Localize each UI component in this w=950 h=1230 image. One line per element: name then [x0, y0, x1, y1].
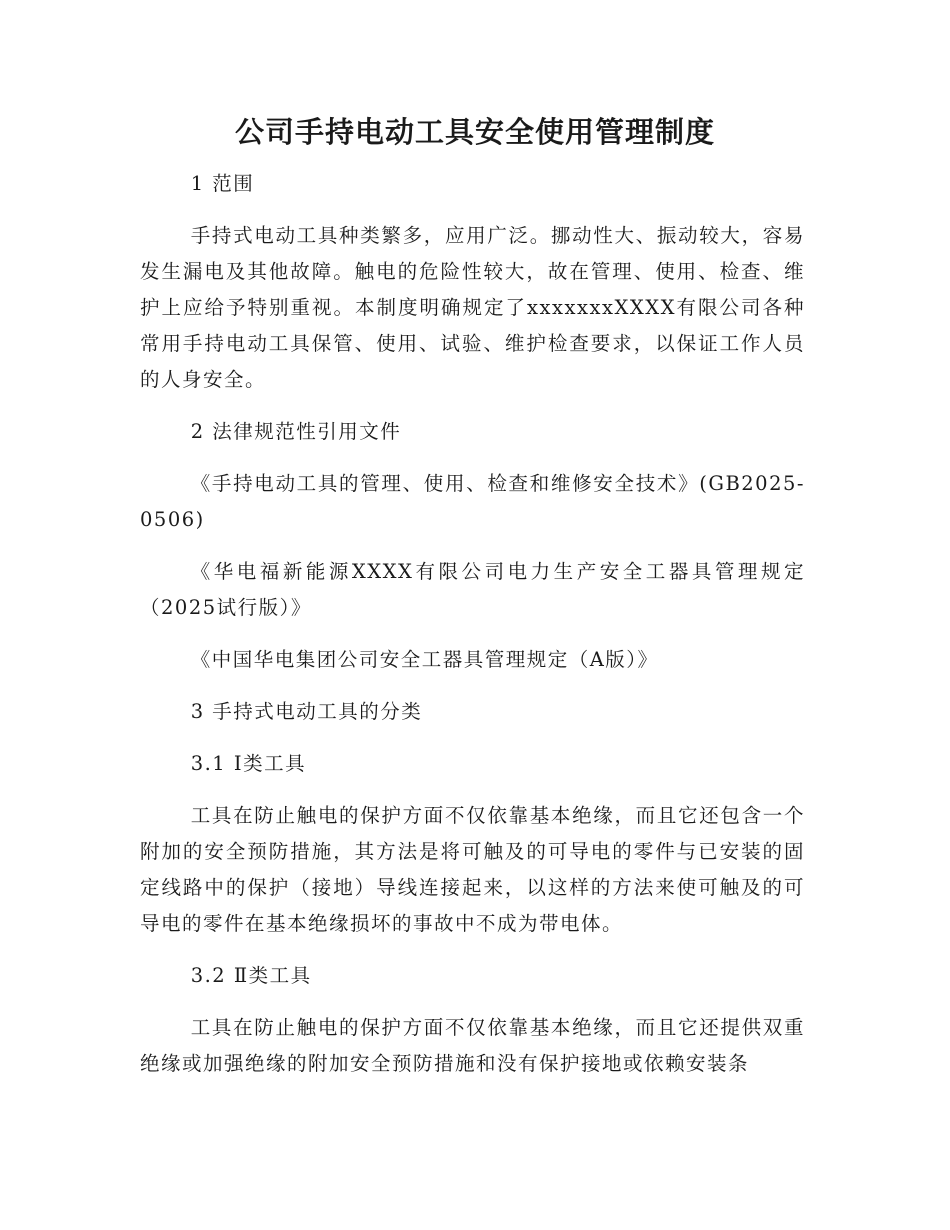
subsection-heading-class-1: 3.1 Ⅰ类工具: [190, 752, 307, 775]
reference-item: 《手持电动工具的管理、使用、检查和维修安全技术》(GB2025-0506): [140, 472, 805, 531]
paragraph-class-1: 工具在防止触电的保护方面不仅依靠基本绝缘，而且它还包含一个附加的安全预防措施，其方法是将可触及的可导电的零件与已安装的固定线路中的保护（接地）导线连接起来，以这样的方法来使可触及的可导电的零件在基本绝缘损坏的事故中不成为带电体。: [140, 804, 805, 935]
paragraph-class-2: 工具在防止触电的保护方面不仅依靠基本绝缘，而且它还提供双重绝缘或加强绝缘的附加安全预防措施和没有保护接地或依赖安装条: [140, 1016, 805, 1075]
reference-item: 《中国华电集团公司安全工器具管理规定（A版）》: [190, 648, 659, 671]
document-title: 公司手持电动工具安全使用管理制度: [234, 115, 715, 149]
subsection-heading-class-2: 3.2 Ⅱ类工具: [190, 964, 312, 987]
section-heading-classification: 3 手持式电动工具的分类: [190, 700, 423, 723]
document-body: [140, 166, 805, 1098]
paragraph-scope: 手持式电动工具种类繁多，应用广泛。挪动性大、振动较大，容易发生漏电及其他故障。触电的危险性较大，故在管理、使用、检查、维护上应给予特别重视。本制度明确规定了xxxxxxxXXXX有限公司各种常用手持电动工具保管、使用、试验、维护检查要求，以保证工作人员的人身安全。: [140, 224, 805, 391]
reference-item: 《华电福新能源XXXX有限公司电力生产安全工器具管理规定（2025试行版）》: [140, 560, 805, 619]
section-heading-references: 2 法律规范性引用文件: [190, 420, 402, 443]
section-heading-scope: 1 范围: [190, 172, 255, 195]
